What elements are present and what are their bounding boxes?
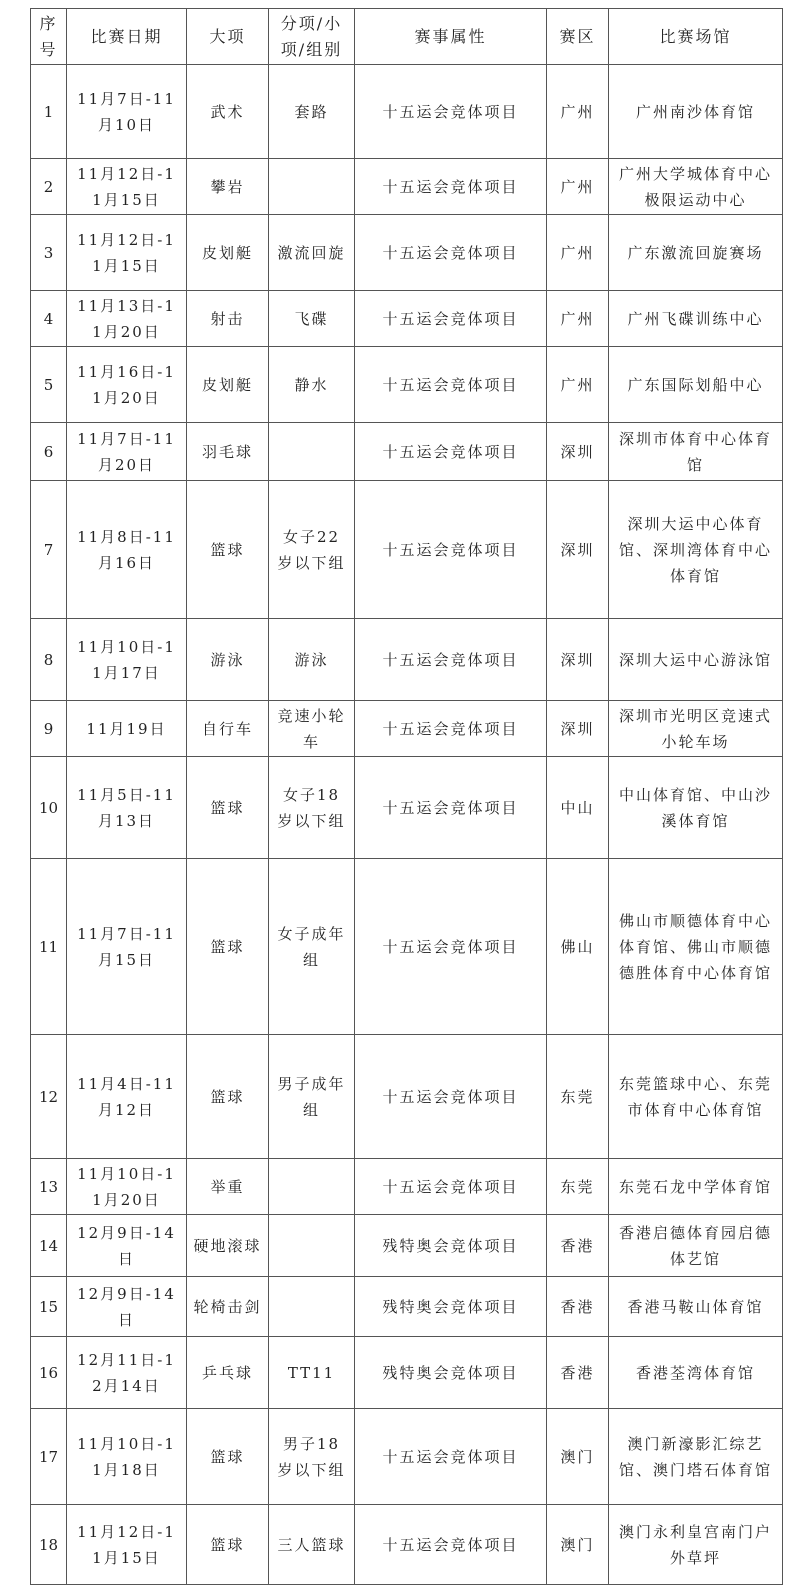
cell-attribute: 十五运会竞体项目 xyxy=(355,291,547,347)
cell-sub-event: 三人篮球 xyxy=(269,1505,355,1585)
cell-date: 11月16日-11月20日 xyxy=(67,347,187,423)
cell-index: 14 xyxy=(31,1215,67,1277)
cell-venue: 香港启德体育园启德体艺馆 xyxy=(609,1215,783,1277)
table-row xyxy=(31,159,783,215)
cell-date: 11月8日-11月16日 xyxy=(67,481,187,619)
cell-sub-event xyxy=(269,1215,355,1277)
cell-date: 11月7日-11月10日 xyxy=(67,65,187,159)
cell-event: 乒乓球 xyxy=(187,1337,269,1409)
header-zone: 赛区 xyxy=(547,9,609,65)
cell-date: 11月10日-11月20日 xyxy=(67,1159,187,1215)
cell-venue: 深圳大运中心体育馆、深圳湾体育中心体育馆 xyxy=(609,481,783,619)
cell-zone: 深圳 xyxy=(547,423,609,481)
cell-zone: 佛山 xyxy=(547,859,609,1035)
cell-event: 篮球 xyxy=(187,481,269,619)
cell-sub-event: 女子22岁以下组 xyxy=(269,481,355,619)
table-row xyxy=(31,347,783,423)
cell-attribute: 十五运会竞体项目 xyxy=(355,859,547,1035)
cell-date: 11月7日-11月15日 xyxy=(67,859,187,1035)
cell-index: 3 xyxy=(31,215,67,291)
cell-date: 11月10日-11月17日 xyxy=(67,619,187,701)
cell-event: 篮球 xyxy=(187,859,269,1035)
schedule-table-wrapper xyxy=(30,8,783,1585)
cell-zone: 广州 xyxy=(547,159,609,215)
cell-zone: 香港 xyxy=(547,1215,609,1277)
cell-zone: 香港 xyxy=(547,1337,609,1409)
table-row xyxy=(31,1409,783,1505)
table-row xyxy=(31,423,783,481)
cell-zone: 澳门 xyxy=(547,1409,609,1505)
cell-date: 11月12日-11月15日 xyxy=(67,159,187,215)
cell-venue: 佛山市顺德体育中心体育馆、佛山市顺德德胜体育中心体育馆 xyxy=(609,859,783,1035)
table-row xyxy=(31,1505,783,1585)
cell-zone: 广州 xyxy=(547,65,609,159)
cell-date: 11月10日-11月18日 xyxy=(67,1409,187,1505)
cell-venue: 东莞篮球中心、东莞市体育中心体育馆 xyxy=(609,1035,783,1159)
table-row xyxy=(31,65,783,159)
cell-index: 18 xyxy=(31,1505,67,1585)
cell-attribute: 十五运会竞体项目 xyxy=(355,1409,547,1505)
cell-sub-event xyxy=(269,1159,355,1215)
cell-venue: 广东国际划船中心 xyxy=(609,347,783,423)
cell-index: 9 xyxy=(31,701,67,757)
schedule-table xyxy=(30,8,783,1585)
cell-venue: 澳门永利皇宫南门户外草坪 xyxy=(609,1505,783,1585)
cell-event: 篮球 xyxy=(187,1409,269,1505)
cell-date: 11月19日 xyxy=(67,701,187,757)
table-row xyxy=(31,481,783,619)
cell-venue: 香港荃湾体育馆 xyxy=(609,1337,783,1409)
table-body xyxy=(31,65,783,1585)
table-row xyxy=(31,1215,783,1277)
cell-sub-event: 竞速小轮车 xyxy=(269,701,355,757)
cell-event: 羽毛球 xyxy=(187,423,269,481)
cell-date: 12月9日-14日 xyxy=(67,1215,187,1277)
table-row xyxy=(31,291,783,347)
cell-venue: 东莞石龙中学体育馆 xyxy=(609,1159,783,1215)
table-row xyxy=(31,1337,783,1409)
cell-index: 8 xyxy=(31,619,67,701)
cell-event: 篮球 xyxy=(187,757,269,859)
header-row xyxy=(31,9,783,65)
cell-event: 皮划艇 xyxy=(187,215,269,291)
cell-index: 1 xyxy=(31,65,67,159)
cell-index: 5 xyxy=(31,347,67,423)
cell-index: 6 xyxy=(31,423,67,481)
cell-event: 自行车 xyxy=(187,701,269,757)
cell-venue: 中山体育馆、中山沙溪体育馆 xyxy=(609,757,783,859)
cell-venue: 广州大学城体育中心极限运动中心 xyxy=(609,159,783,215)
cell-attribute: 十五运会竞体项目 xyxy=(355,757,547,859)
cell-zone: 澳门 xyxy=(547,1505,609,1585)
cell-attribute: 十五运会竞体项目 xyxy=(355,1505,547,1585)
cell-date: 11月5日-11月13日 xyxy=(67,757,187,859)
cell-date: 12月9日-14日 xyxy=(67,1277,187,1337)
cell-attribute: 十五运会竞体项目 xyxy=(355,701,547,757)
cell-index: 17 xyxy=(31,1409,67,1505)
cell-zone: 香港 xyxy=(547,1277,609,1337)
cell-event: 武术 xyxy=(187,65,269,159)
cell-sub-event: 男子18岁以下组 xyxy=(269,1409,355,1505)
table-row xyxy=(31,619,783,701)
table-row xyxy=(31,757,783,859)
cell-event: 攀岩 xyxy=(187,159,269,215)
cell-index: 15 xyxy=(31,1277,67,1337)
cell-date: 11月12日-11月15日 xyxy=(67,1505,187,1585)
cell-date: 11月7日-11月20日 xyxy=(67,423,187,481)
header-attribute: 赛事属性 xyxy=(355,9,547,65)
cell-attribute: 十五运会竞体项目 xyxy=(355,619,547,701)
cell-zone: 深圳 xyxy=(547,481,609,619)
cell-attribute: 十五运会竞体项目 xyxy=(355,1159,547,1215)
header-date: 比赛日期 xyxy=(67,9,187,65)
cell-sub-event xyxy=(269,1277,355,1337)
cell-attribute: 残特奥会竞体项目 xyxy=(355,1337,547,1409)
cell-index: 10 xyxy=(31,757,67,859)
cell-sub-event: 静水 xyxy=(269,347,355,423)
cell-date: 11月12日-11月15日 xyxy=(67,215,187,291)
cell-zone: 东莞 xyxy=(547,1035,609,1159)
cell-date: 11月13日-11月20日 xyxy=(67,291,187,347)
table-row xyxy=(31,1277,783,1337)
cell-attribute: 十五运会竞体项目 xyxy=(355,481,547,619)
cell-venue: 广东激流回旋赛场 xyxy=(609,215,783,291)
cell-event: 轮椅击剑 xyxy=(187,1277,269,1337)
cell-date: 12月11日-12月14日 xyxy=(67,1337,187,1409)
table-row xyxy=(31,701,783,757)
cell-sub-event: 激流回旋 xyxy=(269,215,355,291)
cell-sub-event: 男子成年组 xyxy=(269,1035,355,1159)
cell-event: 射击 xyxy=(187,291,269,347)
cell-sub-event: 游泳 xyxy=(269,619,355,701)
table-row xyxy=(31,215,783,291)
table-row xyxy=(31,859,783,1035)
cell-event: 硬地滚球 xyxy=(187,1215,269,1277)
table-row xyxy=(31,1035,783,1159)
cell-event: 举重 xyxy=(187,1159,269,1215)
cell-zone: 中山 xyxy=(547,757,609,859)
cell-date: 11月4日-11月12日 xyxy=(67,1035,187,1159)
cell-index: 12 xyxy=(31,1035,67,1159)
header-venue: 比赛场馆 xyxy=(609,9,783,65)
cell-attribute: 残特奥会竞体项目 xyxy=(355,1277,547,1337)
cell-zone: 深圳 xyxy=(547,701,609,757)
cell-sub-event: 女子成年组 xyxy=(269,859,355,1035)
cell-attribute: 十五运会竞体项目 xyxy=(355,347,547,423)
cell-attribute: 十五运会竞体项目 xyxy=(355,65,547,159)
cell-index: 7 xyxy=(31,481,67,619)
cell-zone: 广州 xyxy=(547,291,609,347)
table-header xyxy=(31,9,783,65)
cell-event: 篮球 xyxy=(187,1035,269,1159)
cell-event: 皮划艇 xyxy=(187,347,269,423)
cell-venue: 深圳市体育中心体育馆 xyxy=(609,423,783,481)
header-event: 大项 xyxy=(187,9,269,65)
header-index: 序号 xyxy=(31,9,67,65)
cell-zone: 广州 xyxy=(547,347,609,423)
cell-attribute: 十五运会竞体项目 xyxy=(355,159,547,215)
cell-sub-event: 飞碟 xyxy=(269,291,355,347)
cell-venue: 澳门新濠影汇综艺馆、澳门塔石体育馆 xyxy=(609,1409,783,1505)
cell-sub-event: 套路 xyxy=(269,65,355,159)
cell-index: 2 xyxy=(31,159,67,215)
table-row xyxy=(31,1159,783,1215)
cell-venue: 深圳大运中心游泳馆 xyxy=(609,619,783,701)
cell-sub-event: TT11 xyxy=(269,1337,355,1409)
cell-attribute: 十五运会竞体项目 xyxy=(355,215,547,291)
cell-venue: 深圳市光明区竞速式小轮车场 xyxy=(609,701,783,757)
cell-index: 4 xyxy=(31,291,67,347)
cell-venue: 广州飞碟训练中心 xyxy=(609,291,783,347)
cell-venue: 香港马鞍山体育馆 xyxy=(609,1277,783,1337)
cell-index: 11 xyxy=(31,859,67,1035)
cell-venue: 广州南沙体育馆 xyxy=(609,65,783,159)
header-sub-event: 分项/小项/组别 xyxy=(269,9,355,65)
cell-sub-event: 女子18岁以下组 xyxy=(269,757,355,859)
cell-attribute: 十五运会竞体项目 xyxy=(355,423,547,481)
cell-attribute: 残特奥会竞体项目 xyxy=(355,1215,547,1277)
cell-zone: 广州 xyxy=(547,215,609,291)
cell-index: 13 xyxy=(31,1159,67,1215)
cell-index: 16 xyxy=(31,1337,67,1409)
cell-sub-event xyxy=(269,159,355,215)
cell-zone: 深圳 xyxy=(547,619,609,701)
cell-attribute: 十五运会竞体项目 xyxy=(355,1035,547,1159)
cell-zone: 东莞 xyxy=(547,1159,609,1215)
cell-event: 游泳 xyxy=(187,619,269,701)
cell-event: 篮球 xyxy=(187,1505,269,1585)
cell-sub-event xyxy=(269,423,355,481)
